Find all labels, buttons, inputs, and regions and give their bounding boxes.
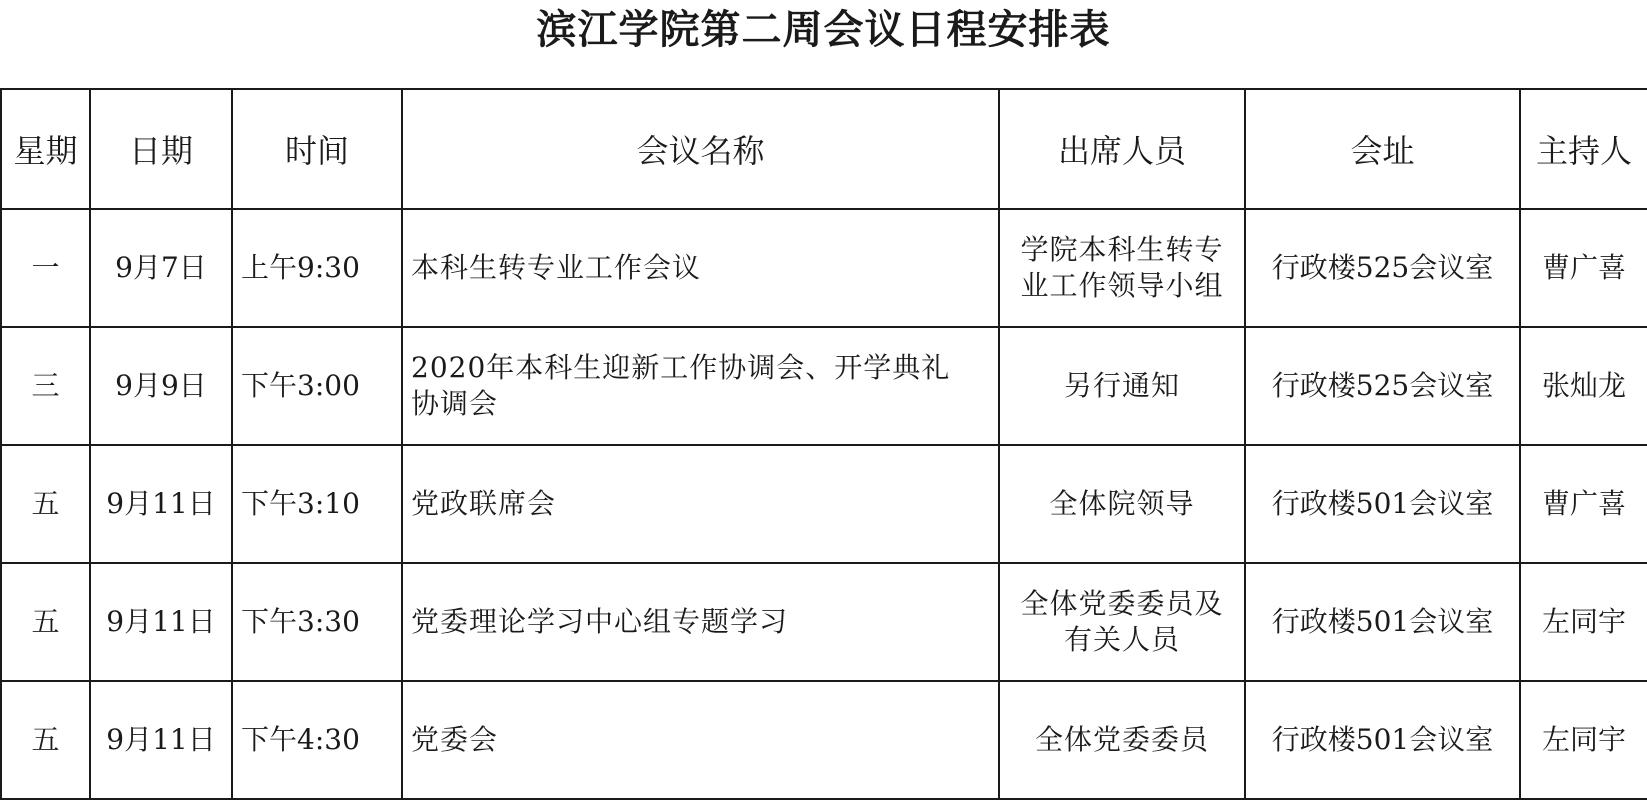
- header-meeting-name: 会议名称: [402, 89, 999, 209]
- cell-date: 9月11日: [90, 445, 232, 563]
- cell-venue: 行政楼501会议室: [1245, 681, 1520, 799]
- cell-meeting-name: 党委会: [402, 681, 999, 799]
- cell-weekday: 五: [1, 681, 90, 799]
- cell-host: 左同宇: [1520, 681, 1647, 799]
- header-weekday: 星期: [1, 89, 90, 209]
- header-host: 主持人: [1520, 89, 1647, 209]
- cell-venue: 行政楼525会议室: [1245, 327, 1520, 445]
- cell-host: 曹广喜: [1520, 209, 1647, 327]
- cell-host: 左同宇: [1520, 563, 1647, 681]
- cell-date: 9月7日: [90, 209, 232, 327]
- cell-meeting-name: 党政联席会: [402, 445, 999, 563]
- header-attendees: 出席人员: [999, 89, 1245, 209]
- cell-date: 9月9日: [90, 327, 232, 445]
- schedule-table: [0, 88, 1647, 800]
- table-row: [1, 445, 1647, 563]
- cell-time: 上午9:30: [232, 209, 402, 327]
- cell-attendees: 另行通知: [999, 327, 1245, 445]
- cell-venue: 行政楼501会议室: [1245, 563, 1520, 681]
- cell-venue: 行政楼501会议室: [1245, 445, 1520, 563]
- cell-weekday: 三: [1, 327, 90, 445]
- cell-time: 下午4:30: [232, 681, 402, 799]
- cell-weekday: 五: [1, 445, 90, 563]
- cell-time: 下午3:30: [232, 563, 402, 681]
- cell-weekday: 五: [1, 563, 90, 681]
- cell-attendees: 全体院领导: [999, 445, 1245, 563]
- cell-meeting-name: 2020年本科生迎新工作协调会、开学典礼协调会: [402, 327, 999, 445]
- cell-date: 9月11日: [90, 563, 232, 681]
- table-row: [1, 681, 1647, 799]
- page-title: 滨江学院第二周会议日程安排表: [536, 6, 1111, 53]
- cell-time: 下午3:10: [232, 445, 402, 563]
- cell-date: 9月11日: [90, 681, 232, 799]
- header-row: [1, 89, 1647, 209]
- header-date: 日期: [90, 89, 232, 209]
- header-time: 时间: [232, 89, 402, 209]
- cell-meeting-name: 党委理论学习中心组专题学习: [402, 563, 999, 681]
- table-row: [1, 563, 1647, 681]
- cell-host: 张灿龙: [1520, 327, 1647, 445]
- cell-attendees: 学院本科生转专业工作领导小组: [999, 209, 1245, 327]
- cell-host: 曹广喜: [1520, 445, 1647, 563]
- table-row: [1, 327, 1647, 445]
- cell-meeting-name: 本科生转专业工作会议: [402, 209, 999, 327]
- cell-attendees: 全体党委委员及有关人员: [999, 563, 1245, 681]
- header-venue: 会址: [1245, 89, 1520, 209]
- cell-time: 下午3:00: [232, 327, 402, 445]
- table-row: [1, 209, 1647, 327]
- cell-weekday: 一: [1, 209, 90, 327]
- cell-attendees: 全体党委委员: [999, 681, 1245, 799]
- cell-venue: 行政楼525会议室: [1245, 209, 1520, 327]
